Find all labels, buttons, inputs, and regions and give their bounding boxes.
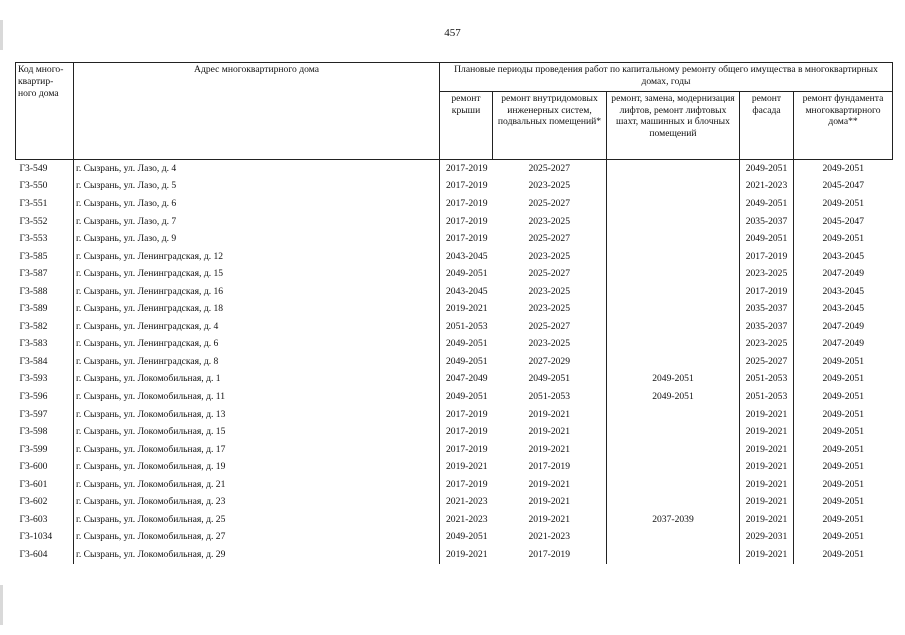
cell-facade: 2049-2051	[740, 195, 794, 213]
cell-systems: 2025-2027	[493, 230, 607, 248]
cell-code: Г3-551	[16, 195, 74, 213]
cell-code: Г3-583	[16, 335, 74, 353]
cell-roof: 2017-2019	[446, 408, 488, 420]
cell-code: Г3-549	[16, 160, 74, 178]
cell-facade: 2025-2027	[740, 353, 794, 371]
cell-systems: 2019-2021	[493, 493, 607, 511]
cell-code: Г3-585	[16, 248, 74, 266]
cell-systems: 2025-2027	[493, 265, 607, 283]
cell-code: Г3-603	[16, 511, 74, 529]
cell-address: г. Сызрань, ул. Локомобильная, д. 11	[74, 388, 440, 406]
cell-elevators	[607, 178, 740, 196]
table-row	[16, 283, 893, 301]
cell-foundation: 2049-2051	[822, 426, 865, 438]
cell-roof: 2017-2019	[446, 162, 488, 174]
cell-address: г. Сызрань, ул. Ленинградская, д. 12	[74, 248, 440, 266]
header-elevators: ремонт, замена, модернизация лифтов, ремонт лифтовых шахт, машинных и блочных помещений	[607, 91, 740, 159]
cell-foundation: 2047-2049	[822, 338, 865, 350]
cell-address: г. Сызрань, ул. Локомобильная, д. 13	[74, 406, 440, 424]
cell-address: г. Сызрань, ул. Ленинградская, д. 18	[74, 300, 440, 318]
table-row	[16, 248, 893, 266]
cell-systems: 2019-2021	[493, 511, 607, 529]
table-row	[16, 476, 893, 494]
cell-address: г. Сызрань, ул. Ленинградская, д. 8	[74, 353, 440, 371]
cell-foundation: 2049-2051	[822, 162, 865, 174]
cell-roof: 2047-2049	[446, 373, 488, 385]
cell-address: г. Сызрань, ул. Лазо, д. 4	[74, 160, 440, 178]
cell-elevators	[607, 423, 740, 441]
cell-elevators	[607, 160, 740, 178]
cell-roof: 2017-2019	[446, 233, 488, 245]
table-row	[16, 528, 893, 546]
cell-elevators	[607, 353, 740, 371]
cell-code: Г3-584	[16, 353, 74, 371]
cell-systems: 2025-2027	[493, 318, 607, 336]
cell-code: Г3-553	[16, 230, 74, 248]
cell-code: Г3-604	[16, 546, 74, 564]
cell-elevators	[607, 265, 740, 283]
table-row	[16, 335, 893, 353]
cell-facade: 2051-2053	[740, 388, 794, 406]
cell-foundation: 2045-2047	[822, 215, 865, 227]
table-row	[16, 423, 893, 441]
cell-foundation: 2049-2051	[822, 461, 865, 473]
cell-address: г. Сызрань, ул. Локомобильная, д. 19	[74, 458, 440, 476]
cell-elevators: 2037-2039	[607, 511, 740, 529]
cell-foundation: 2043-2045	[822, 285, 865, 297]
cell-roof: 2049-2051	[446, 268, 488, 280]
cell-systems: 2023-2025	[493, 248, 607, 266]
table-row	[16, 388, 893, 406]
header-address: Адрес многоквартирного дома	[74, 63, 440, 160]
table-row	[16, 493, 893, 511]
cell-address: г. Сызрань, ул. Лазо, д. 5	[74, 178, 440, 196]
table-body	[16, 160, 893, 564]
cell-roof: 2049-2051	[446, 355, 488, 367]
cell-facade: 2049-2051	[740, 230, 794, 248]
table-row	[16, 195, 893, 213]
cell-address: г. Сызрань, ул. Локомобильная, д. 17	[74, 441, 440, 459]
cell-facade: 2019-2021	[740, 458, 794, 476]
cell-code: Г3-601	[16, 476, 74, 494]
cell-systems: 2023-2025	[493, 213, 607, 231]
cell-facade: 2035-2037	[740, 300, 794, 318]
cell-facade: 2019-2021	[740, 476, 794, 494]
cell-elevators: 2049-2051	[607, 371, 740, 389]
cell-foundation: 2049-2051	[822, 390, 865, 402]
cell-foundation: 2049-2051	[822, 408, 865, 420]
cell-address: г. Сызрань, ул. Локомобильная, д. 29	[74, 546, 440, 564]
cell-roof: 2019-2021	[446, 548, 488, 560]
cell-systems: 2019-2021	[493, 406, 607, 424]
cell-address: г. Сызрань, ул. Ленинградская, д. 15	[74, 265, 440, 283]
cell-systems: 2049-2051	[493, 371, 607, 389]
table-row	[16, 511, 893, 529]
cell-roof: 2017-2019	[446, 197, 488, 209]
cell-systems: 2023-2025	[493, 178, 607, 196]
cell-code: Г3-587	[16, 265, 74, 283]
cell-foundation: 2047-2049	[822, 320, 865, 332]
cell-code: Г3-597	[16, 406, 74, 424]
cell-roof: 2051-2053	[446, 320, 488, 332]
cell-address: г. Сызрань, ул. Локомобильная, д. 27	[74, 528, 440, 546]
cell-elevators	[607, 441, 740, 459]
cell-foundation: 2049-2051	[822, 443, 865, 455]
cell-systems: 2019-2021	[493, 441, 607, 459]
cell-code: Г3-589	[16, 300, 74, 318]
cell-foundation: 2049-2051	[822, 496, 865, 508]
cell-elevators	[607, 300, 740, 318]
cell-elevators	[607, 230, 740, 248]
table-row	[16, 546, 893, 564]
cell-facade: 2021-2023	[740, 178, 794, 196]
cell-elevators: 2049-2051	[607, 388, 740, 406]
table-row	[16, 300, 893, 318]
cell-systems: 2017-2019	[493, 458, 607, 476]
cell-foundation: 2043-2045	[822, 250, 865, 262]
cell-facade: 2019-2021	[740, 423, 794, 441]
cell-elevators	[607, 476, 740, 494]
cell-facade: 2023-2025	[740, 265, 794, 283]
cell-facade: 2019-2021	[740, 441, 794, 459]
cell-systems: 2025-2027	[493, 195, 607, 213]
table-row	[16, 458, 893, 476]
cell-code: Г3-593	[16, 371, 74, 389]
cell-code: Г3-552	[16, 213, 74, 231]
cell-foundation: 2049-2051	[822, 513, 865, 525]
cell-roof: 2017-2019	[446, 443, 488, 455]
cell-foundation: 2043-2045	[822, 303, 865, 315]
table-row	[16, 318, 893, 336]
cell-facade: 2049-2051	[740, 160, 794, 178]
cell-code: Г3-1034	[16, 528, 74, 546]
cell-systems: 2019-2021	[493, 476, 607, 494]
cell-elevators	[607, 213, 740, 231]
cell-systems: 2023-2025	[493, 335, 607, 353]
cell-address: г. Сызрань, ул. Локомобильная, д. 23	[74, 493, 440, 511]
cell-roof: 2049-2051	[446, 531, 488, 543]
cell-roof: 2021-2023	[446, 496, 488, 508]
cell-foundation: 2045-2047	[822, 180, 865, 192]
cell-elevators	[607, 528, 740, 546]
cell-foundation: 2049-2051	[822, 373, 865, 385]
table-row	[16, 406, 893, 424]
cell-roof: 2017-2019	[446, 180, 488, 192]
cell-facade: 2051-2053	[740, 371, 794, 389]
header-roof: ремонт крыши	[440, 91, 493, 159]
cell-foundation: 2049-2051	[822, 531, 865, 543]
cell-facade: 2035-2037	[740, 318, 794, 336]
cell-code: Г3-602	[16, 493, 74, 511]
cell-address: г. Сызрань, ул. Лазо, д. 6	[74, 195, 440, 213]
page-number: 457	[444, 27, 461, 39]
table-row	[16, 160, 893, 178]
cell-address: г. Сызрань, ул. Лазо, д. 9	[74, 230, 440, 248]
cell-code: Г3-596	[16, 388, 74, 406]
cell-address: г. Сызрань, ул. Ленинградская, д. 6	[74, 335, 440, 353]
cell-elevators	[607, 318, 740, 336]
cell-facade: 2023-2025	[740, 335, 794, 353]
cell-facade: 2029-2031	[740, 528, 794, 546]
cell-code: Г3-582	[16, 318, 74, 336]
cell-roof: 2019-2021	[446, 303, 488, 315]
header-facade: ремонт фасада	[740, 91, 794, 159]
cell-facade: 2019-2021	[740, 511, 794, 529]
cell-elevators	[607, 493, 740, 511]
cell-roof: 2049-2051	[446, 338, 488, 350]
cell-elevators	[607, 546, 740, 564]
cell-elevators	[607, 248, 740, 266]
table-row	[16, 353, 893, 371]
repair-schedule-table	[15, 62, 893, 564]
cell-code: Г3-599	[16, 441, 74, 459]
cell-address: г. Сызрань, ул. Локомобильная, д. 21	[74, 476, 440, 494]
cell-code: Г3-598	[16, 423, 74, 441]
cell-foundation: 2049-2051	[822, 355, 865, 367]
cell-systems: 2023-2025	[493, 300, 607, 318]
header-foundation: ремонт фундамента многоквартирного дома**	[794, 91, 893, 159]
cell-elevators	[607, 406, 740, 424]
cell-roof: 2021-2023	[446, 513, 488, 525]
cell-foundation: 2049-2051	[822, 197, 865, 209]
cell-systems: 2027-2029	[493, 353, 607, 371]
cell-elevators	[607, 283, 740, 301]
table-row	[16, 265, 893, 283]
cell-address: г. Сызрань, ул. Локомобильная, д. 15	[74, 423, 440, 441]
cell-foundation: 2049-2051	[822, 548, 865, 560]
cell-foundation: 2049-2051	[822, 233, 865, 245]
cell-facade: 2035-2037	[740, 213, 794, 231]
header-periods: Плановые периоды проведения работ по капитальному ремонту общего имущества в многоквартирных домах, годы	[440, 63, 893, 92]
cell-roof: 2049-2051	[446, 390, 488, 402]
table-row	[16, 230, 893, 248]
cell-elevators	[607, 335, 740, 353]
table-row	[16, 441, 893, 459]
cell-systems: 2025-2027	[493, 160, 607, 178]
cell-code: Г3-600	[16, 458, 74, 476]
table-row	[16, 213, 893, 231]
header-systems: ремонт внутридомовых инженерных систем, подвальных помещений*	[493, 91, 607, 159]
cell-foundation: 2049-2051	[822, 478, 865, 490]
cell-systems: 2021-2023	[493, 528, 607, 546]
cell-address: г. Сызрань, ул. Ленинградская, д. 4	[74, 318, 440, 336]
cell-systems: 2017-2019	[493, 546, 607, 564]
cell-elevators	[607, 195, 740, 213]
cell-roof: 2043-2045	[446, 250, 488, 262]
cell-systems: 2019-2021	[493, 423, 607, 441]
cell-address: г. Сызрань, ул. Локомобильная, д. 1	[74, 371, 440, 389]
cell-systems: 2023-2025	[493, 283, 607, 301]
cell-roof: 2043-2045	[446, 285, 488, 297]
cell-facade: 2019-2021	[740, 406, 794, 424]
cell-facade: 2019-2021	[740, 493, 794, 511]
table-row	[16, 178, 893, 196]
scan-artifact	[0, 585, 3, 625]
cell-roof: 2017-2019	[446, 215, 488, 227]
cell-roof: 2019-2021	[446, 461, 488, 473]
cell-roof: 2017-2019	[446, 478, 488, 490]
table-row	[16, 371, 893, 389]
cell-facade: 2019-2021	[740, 546, 794, 564]
header-code: Код много-квартир-ного дома	[16, 63, 74, 160]
cell-facade: 2017-2019	[740, 248, 794, 266]
cell-foundation: 2047-2049	[822, 268, 865, 280]
cell-elevators	[607, 458, 740, 476]
cell-code: Г3-588	[16, 283, 74, 301]
cell-code: Г3-550	[16, 178, 74, 196]
cell-address: г. Сызрань, ул. Ленинградская, д. 16	[74, 283, 440, 301]
cell-facade: 2017-2019	[740, 283, 794, 301]
cell-address: г. Сызрань, ул. Локомобильная, д. 25	[74, 511, 440, 529]
cell-address: г. Сызрань, ул. Лазо, д. 7	[74, 213, 440, 231]
cell-roof: 2017-2019	[446, 426, 488, 438]
cell-systems: 2051-2053	[493, 388, 607, 406]
